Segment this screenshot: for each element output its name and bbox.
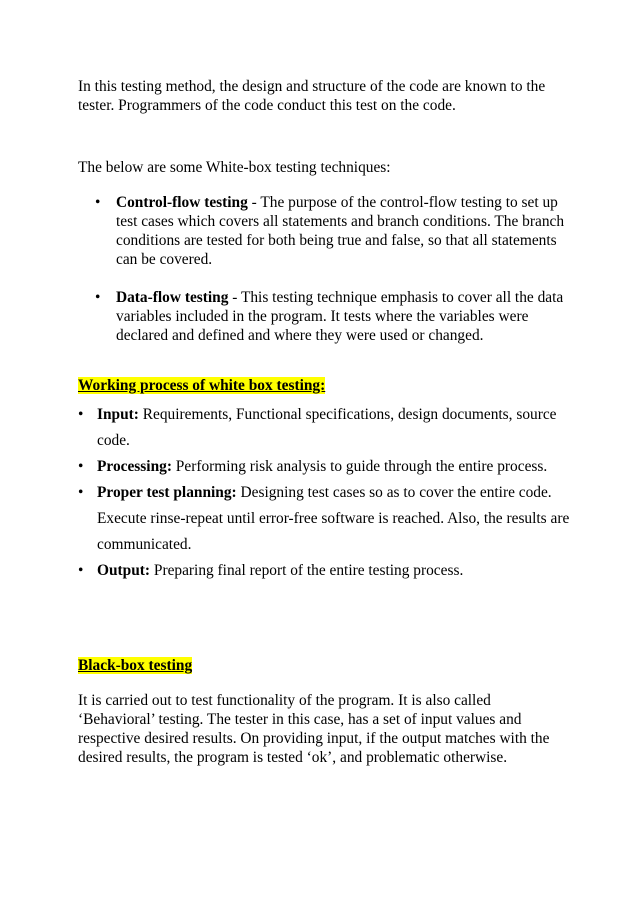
working-process-heading: [78, 376, 325, 395]
intro-paragraph: In this testing method, the design and structure of the code are known to the tester. Programmers of the code conduct this test on the code.: [78, 78, 546, 114]
working-process-list: [78, 402, 578, 584]
process-term: Input:: [97, 406, 139, 423]
technique-text: - This testing technique emphasis to cover all the data variables included in the program. It tests where the variables were declared and defined and where they were used or changed.: [116, 289, 564, 344]
process-term: Processing:: [97, 458, 172, 475]
list-item: [78, 454, 578, 480]
process-term: Proper test planning:: [97, 484, 237, 501]
highlighted-heading: Working process of white box testing:: [78, 377, 326, 394]
black-box-heading: [78, 656, 192, 675]
process-text: Designing test cases so as to cover the entire code. Execute rinse-repeat until error-free software is reached. Also, the results are communicated.: [97, 484, 570, 553]
bullet-icon: •: [78, 484, 84, 501]
bullet-icon: •: [78, 458, 84, 475]
process-term: Output:: [97, 562, 151, 579]
technique-text: - The purpose of the control-flow testing to set up test cases which covers all statements and branch conditions. The branch conditions are tested for both being true and false, so that all statements can be covered.: [116, 194, 565, 268]
black-box-paragraph: It is carried out to test functionality of the program. It is also called ‘Behavioral’ testing. The tester in this case, has a set of input values and respective desired results. On providing input, if the output matches with the desired results, the program is tested ‘ok’, and problematic otherwise.: [78, 692, 550, 766]
bullet-icon: •: [95, 289, 101, 306]
technique-term: Control-flow testing: [116, 194, 248, 211]
techniques-list: [78, 193, 578, 345]
techniques-lead: The below are some White-box testing techniques:: [78, 159, 391, 176]
bullet-icon: •: [95, 194, 101, 211]
process-text: Requirements, Functional specifications, design documents, source code.: [97, 406, 557, 449]
bullet-icon: •: [78, 406, 84, 423]
bullet-icon: •: [78, 562, 84, 579]
highlighted-heading: Black-box testing: [78, 657, 193, 674]
list-item: [78, 193, 578, 269]
list-item: [78, 558, 578, 584]
list-item: [78, 402, 578, 454]
list-item: [78, 288, 578, 345]
technique-term: Data-flow testing: [116, 289, 229, 306]
process-text: Performing risk analysis to guide through the entire process.: [171, 458, 548, 475]
list-item: [78, 480, 578, 558]
process-text: Preparing final report of the entire testing process.: [150, 562, 464, 579]
